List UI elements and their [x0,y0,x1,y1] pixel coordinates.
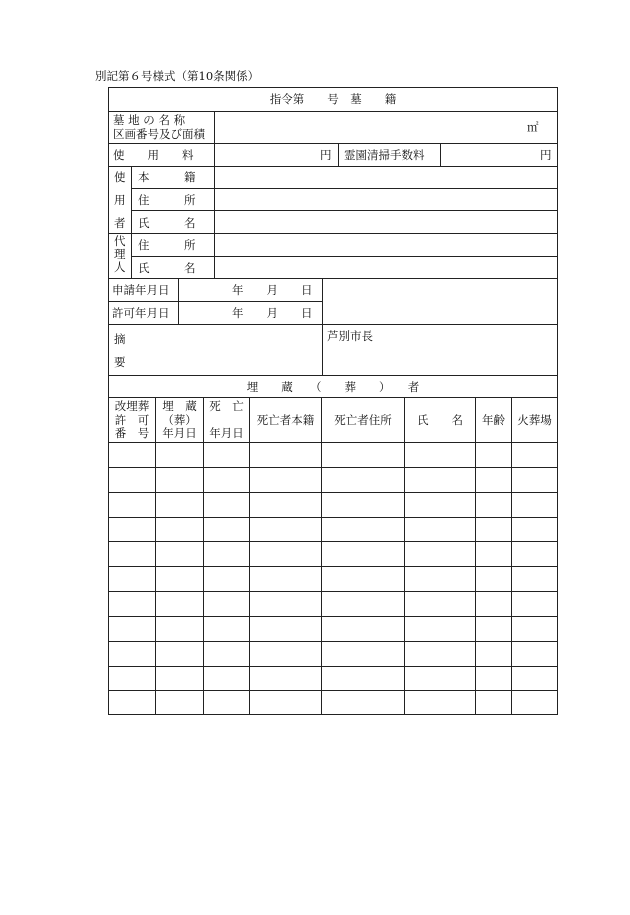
agent-group-char-3: 人 [114,260,126,274]
cell-address[interactable] [324,522,403,540]
cell-age[interactable] [478,522,510,540]
cell-age[interactable] [478,546,510,565]
cell-domicile[interactable] [252,497,320,516]
form-title: 指令第 号 墓 籍 [269,92,397,106]
cell-death-date[interactable] [206,596,248,615]
cell-permit-no[interactable] [111,472,154,491]
cell-address[interactable] [324,447,403,466]
cell-domicile[interactable] [252,646,320,665]
header-burial-date-line-3: 年月日 [162,426,197,440]
header-deceased-domicile: 死亡者本籍 [256,413,315,427]
cell-burial-date[interactable] [158,546,202,565]
agent-name-field[interactable] [216,258,556,277]
cell-domicile[interactable] [252,522,320,540]
cell-crematorium[interactable] [514,695,555,713]
cell-address[interactable] [324,646,403,665]
cell-domicile[interactable] [252,447,320,466]
cell-permit-no[interactable] [111,695,154,713]
cell-permit-no[interactable] [111,671,154,689]
cell-permit-no[interactable] [111,571,154,590]
cell-burial-date[interactable] [158,571,202,590]
remarks-char-1: 摘 [114,332,126,346]
header-deceased-name: 氏 名 [417,413,463,427]
cell-death-date[interactable] [206,447,248,466]
cell-crematorium[interactable] [514,646,555,665]
header-reburial-permit-no [109,400,155,441]
cell-burial-date[interactable] [158,472,202,491]
cemetery-section-label: 区画番号及び面積 [113,127,205,141]
header-burial-date [156,400,203,441]
cell-death-date[interactable] [206,571,248,590]
cell-crematorium[interactable] [514,472,555,491]
cell-address[interactable] [324,621,403,640]
header-death-date [204,400,249,441]
cell-age[interactable] [478,596,510,615]
cell-burial-date[interactable] [158,497,202,516]
header-reburial-permit-no-line-2: 許 可 [114,412,150,427]
form-label: 別記第６号様式（第10条関係） [95,69,260,83]
agent-name-label: 氏 名 [138,261,196,275]
cell-crematorium[interactable] [514,546,555,565]
cleaning-fee-field[interactable] [442,145,532,165]
cell-age[interactable] [478,621,510,640]
header-crematorium: 火葬場 [517,413,552,427]
cell-name[interactable] [407,522,474,540]
cell-burial-date[interactable] [158,671,202,689]
header-deceased-address: 死亡者住所 [334,413,392,427]
user-group-char-3: 者 [114,216,126,230]
cell-crematorium[interactable] [514,522,555,540]
cell-burial-date[interactable] [158,695,202,713]
cell-permit-no[interactable] [111,621,154,640]
cell-name[interactable] [407,695,474,713]
user-name-field[interactable] [216,212,556,232]
cell-name[interactable] [407,546,474,565]
cell-name[interactable] [407,596,474,615]
permission-date-value[interactable]: 年 月 日 [232,306,313,320]
cell-permit-no[interactable] [111,522,154,540]
remarks-char-2: 要 [114,355,126,369]
agent-group-char-1: 代 [114,234,126,248]
agent-address-field[interactable] [216,235,556,255]
cell-address[interactable] [324,472,403,491]
application-date-label: 申請年月日 [112,283,170,297]
agent-group-char-2: 理 [114,247,126,261]
cell-age[interactable] [478,447,510,466]
permission-date-label: 許可年月日 [112,306,170,320]
cell-death-date[interactable] [206,472,248,491]
area-unit: ㎡ [527,120,539,134]
cell-address[interactable] [324,671,403,689]
cell-name[interactable] [407,447,474,466]
cemetery-name-field[interactable] [216,113,516,142]
cell-crematorium[interactable] [514,596,555,615]
cell-crematorium[interactable] [514,621,555,640]
user-domicile-field[interactable] [216,168,556,187]
user-name-label: 氏 名 [138,216,196,230]
cell-age[interactable] [478,571,510,590]
cell-burial-date[interactable] [158,447,202,466]
cell-death-date[interactable] [206,695,248,713]
cell-crematorium[interactable] [514,671,555,689]
cell-name[interactable] [407,646,474,665]
usage-fee-unit: 円 [320,148,332,162]
header-burial-date-line-1: 埋 蔵 [162,399,197,413]
cell-burial-date[interactable] [158,621,202,640]
user-domicile-label: 本 籍 [138,170,196,184]
cell-domicile[interactable] [252,546,320,565]
cell-permit-no[interactable] [111,497,154,516]
cell-crematorium[interactable] [514,571,555,590]
usage-fee-field[interactable] [216,145,316,165]
cell-death-date[interactable] [206,621,248,640]
cell-permit-no[interactable] [111,546,154,565]
cell-address[interactable] [324,546,403,565]
cell-domicile[interactable] [252,695,320,713]
cell-domicile[interactable] [252,571,320,590]
cell-name[interactable] [407,621,474,640]
header-age: 年齢 [482,413,505,427]
cell-death-date[interactable] [206,497,248,516]
cell-death-date[interactable] [206,671,248,689]
cell-crematorium[interactable] [514,447,555,466]
cell-domicile[interactable] [252,621,320,640]
cell-name[interactable] [407,671,474,689]
cell-burial-date[interactable] [158,522,202,540]
cell-permit-no[interactable] [111,447,154,466]
cell-age[interactable] [478,472,510,491]
burial-section-title: 埋 蔵 （ 葬 ） 者 [246,380,420,394]
agent-address-label: 住 所 [138,238,196,252]
cell-name[interactable] [407,497,474,516]
cell-age[interactable] [478,695,510,713]
cell-address[interactable] [324,596,403,615]
cell-address[interactable] [324,497,403,516]
cell-permit-no[interactable] [111,596,154,615]
remarks-field[interactable] [132,326,320,374]
header-death-date-line-1: 死 亡 [209,399,244,413]
cell-age[interactable] [478,497,510,516]
header-burial-date-line-2: （葬） [162,412,197,427]
cell-name[interactable] [407,472,474,491]
cell-age[interactable] [478,671,510,689]
user-group-char-1: 使 [114,170,126,184]
cell-domicile[interactable] [252,472,320,491]
application-date-value[interactable]: 年 月 日 [232,283,313,297]
cell-domicile[interactable] [252,671,320,689]
cell-death-date[interactable] [206,646,248,665]
cell-crematorium[interactable] [514,497,555,516]
user-address-label: 住 所 [138,193,196,207]
cell-name[interactable] [407,571,474,590]
cell-age[interactable] [478,646,510,665]
cell-address[interactable] [324,571,403,590]
user-group-char-2: 用 [114,193,126,207]
usage-fee-label: 使 用 料 [113,148,194,162]
cell-permit-no[interactable] [111,646,154,665]
cell-domicile[interactable] [252,596,320,615]
cell-burial-date[interactable] [158,596,202,615]
cell-death-date[interactable] [206,522,248,540]
user-address-field[interactable] [216,190,556,209]
cell-burial-date[interactable] [158,646,202,665]
header-death-date-line-2 [204,414,249,428]
header-reburial-permit-no-line-3: 番 号 [114,426,150,440]
cemetery-name-label: 墓 地 の 名 称 [113,113,186,127]
cell-death-date[interactable] [206,546,248,565]
cleaning-fee-label: 霊園清掃手数料 [344,148,425,162]
cleaning-fee-unit: 円 [540,148,552,162]
header-death-date-line-3: 年月日 [209,426,244,440]
header-reburial-permit-no-line-1: 改埋葬 [114,399,150,413]
cell-address[interactable] [324,695,403,713]
mayor-label: 芦別市長 [327,329,373,343]
